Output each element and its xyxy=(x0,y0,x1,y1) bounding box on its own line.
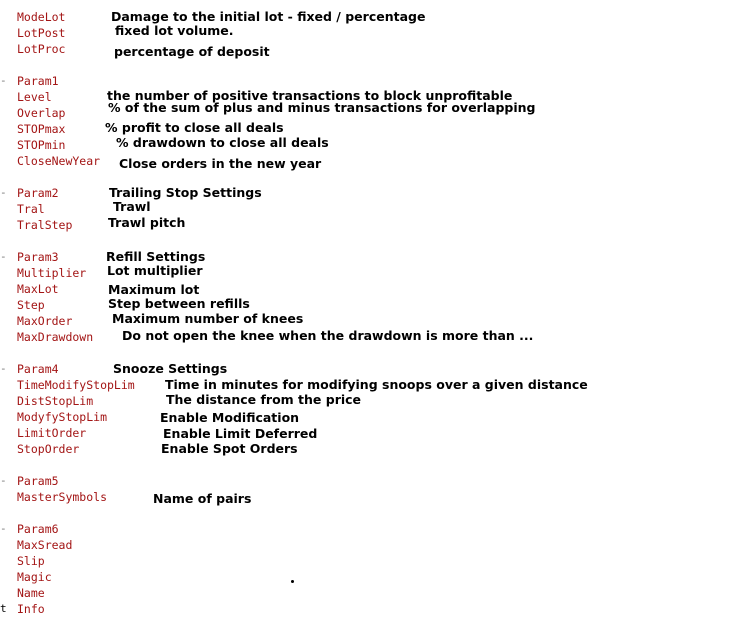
param-name: MaxDrawdown xyxy=(17,330,94,344)
param-name: LimitOrder xyxy=(17,426,87,440)
param-description: Time in minutes for modifying snoops over a given distance xyxy=(165,377,588,392)
param-description: % of the sum of plus and minus transactions for overlapping xyxy=(108,100,536,115)
param-row xyxy=(0,329,750,345)
param-row xyxy=(0,313,750,329)
param-name: Level xyxy=(17,90,52,104)
param-name: Step xyxy=(17,298,45,312)
param-row xyxy=(0,441,750,457)
param-name: LotProc xyxy=(17,42,66,56)
param-row xyxy=(0,25,750,41)
margin-dash: - xyxy=(0,474,7,487)
param-description: the number of positive transactions to block unprofitable xyxy=(107,88,513,103)
param-row xyxy=(0,137,750,153)
info-prefix-mark: t xyxy=(0,602,7,615)
margin-dash: - xyxy=(0,250,7,263)
param-name: MaxOrder xyxy=(17,314,73,328)
param-description: % profit to close all deals xyxy=(105,120,284,135)
param-description: percentage of deposit xyxy=(114,44,270,59)
param-name: Info xyxy=(17,602,45,616)
param-name: DistStopLim xyxy=(17,394,94,408)
param-name: STOPmax xyxy=(17,122,66,136)
param-description: Step between refills xyxy=(108,296,250,311)
param-name: Param5 xyxy=(17,474,59,488)
stray-dot xyxy=(291,580,294,583)
param-row xyxy=(0,553,750,569)
param-row xyxy=(0,521,750,537)
param-name: MasterSymbols xyxy=(17,490,108,504)
param-description: Damage to the initial lot - fixed / percentage xyxy=(111,9,426,24)
param-row xyxy=(0,361,750,377)
param-name: TimeModifyStopLim xyxy=(17,378,135,392)
param-name: LotPost xyxy=(17,26,66,40)
param-name: ModyfyStopLim xyxy=(17,410,108,424)
param-row xyxy=(0,281,750,297)
param-row xyxy=(0,393,750,409)
param-row xyxy=(0,73,750,89)
param-row xyxy=(0,425,750,441)
param-description: Do not open the knee when the drawdown is more than ... xyxy=(122,328,534,343)
param-name: Slip xyxy=(17,554,45,568)
param-name: Overlap xyxy=(17,106,66,120)
param-description: % drawdown to close all deals xyxy=(116,135,329,150)
param-name: Tral xyxy=(17,202,45,216)
param-description: Trailing Stop Settings xyxy=(109,185,262,200)
param-description: Maximum number of knees xyxy=(112,311,304,326)
param-description: Lot multiplier xyxy=(107,263,203,278)
param-name: MaxSread xyxy=(17,538,73,552)
param-row xyxy=(0,153,750,169)
param-description: Enable Limit Deferred xyxy=(163,426,318,441)
param-description: Trawl xyxy=(113,199,151,214)
margin-dash: - xyxy=(0,362,7,375)
param-description: Enable Spot Orders xyxy=(161,441,298,456)
param-description: fixed lot volume. xyxy=(115,23,234,38)
param-name: StopOrder xyxy=(17,442,80,456)
param-name: TralStep xyxy=(17,218,73,232)
param-name: Param3 xyxy=(17,250,59,264)
param-name: Param4 xyxy=(17,362,59,376)
param-row xyxy=(0,473,750,489)
param-name: Param2 xyxy=(17,186,59,200)
param-description: Snooze Settings xyxy=(113,361,228,376)
param-row xyxy=(0,41,750,57)
param-row xyxy=(0,489,750,505)
param-name: Param1 xyxy=(17,74,59,88)
param-row xyxy=(0,121,750,137)
param-description: Refill Settings xyxy=(106,249,206,264)
param-name: STOPmin xyxy=(17,138,66,152)
param-name: Param6 xyxy=(17,522,59,536)
param-name: CloseNewYear xyxy=(17,154,101,168)
param-name: Name xyxy=(17,586,45,600)
param-name: Magic xyxy=(17,570,52,584)
margin-dash: - xyxy=(0,522,7,535)
param-description: Close orders in the new year xyxy=(119,156,322,171)
margin-dash: - xyxy=(0,74,7,87)
param-description: Name of pairs xyxy=(153,491,252,506)
param-row xyxy=(0,409,750,425)
param-row xyxy=(0,585,750,601)
param-name: MaxLot xyxy=(17,282,59,296)
param-row xyxy=(0,9,750,25)
param-row xyxy=(0,377,750,393)
margin-dash: - xyxy=(0,186,7,199)
param-row xyxy=(0,100,750,121)
param-row xyxy=(0,265,750,281)
param-description: The distance from the price xyxy=(166,392,362,407)
param-name: Multiplier xyxy=(17,266,87,280)
param-name: ModeLot xyxy=(17,10,66,24)
param-description: Maximum lot xyxy=(108,282,200,297)
param-row xyxy=(0,601,750,617)
param-row xyxy=(0,537,750,553)
param-row xyxy=(0,569,750,585)
param-description: Trawl pitch xyxy=(108,215,186,230)
param-row xyxy=(0,217,750,233)
param-description: Enable Modification xyxy=(160,410,300,425)
